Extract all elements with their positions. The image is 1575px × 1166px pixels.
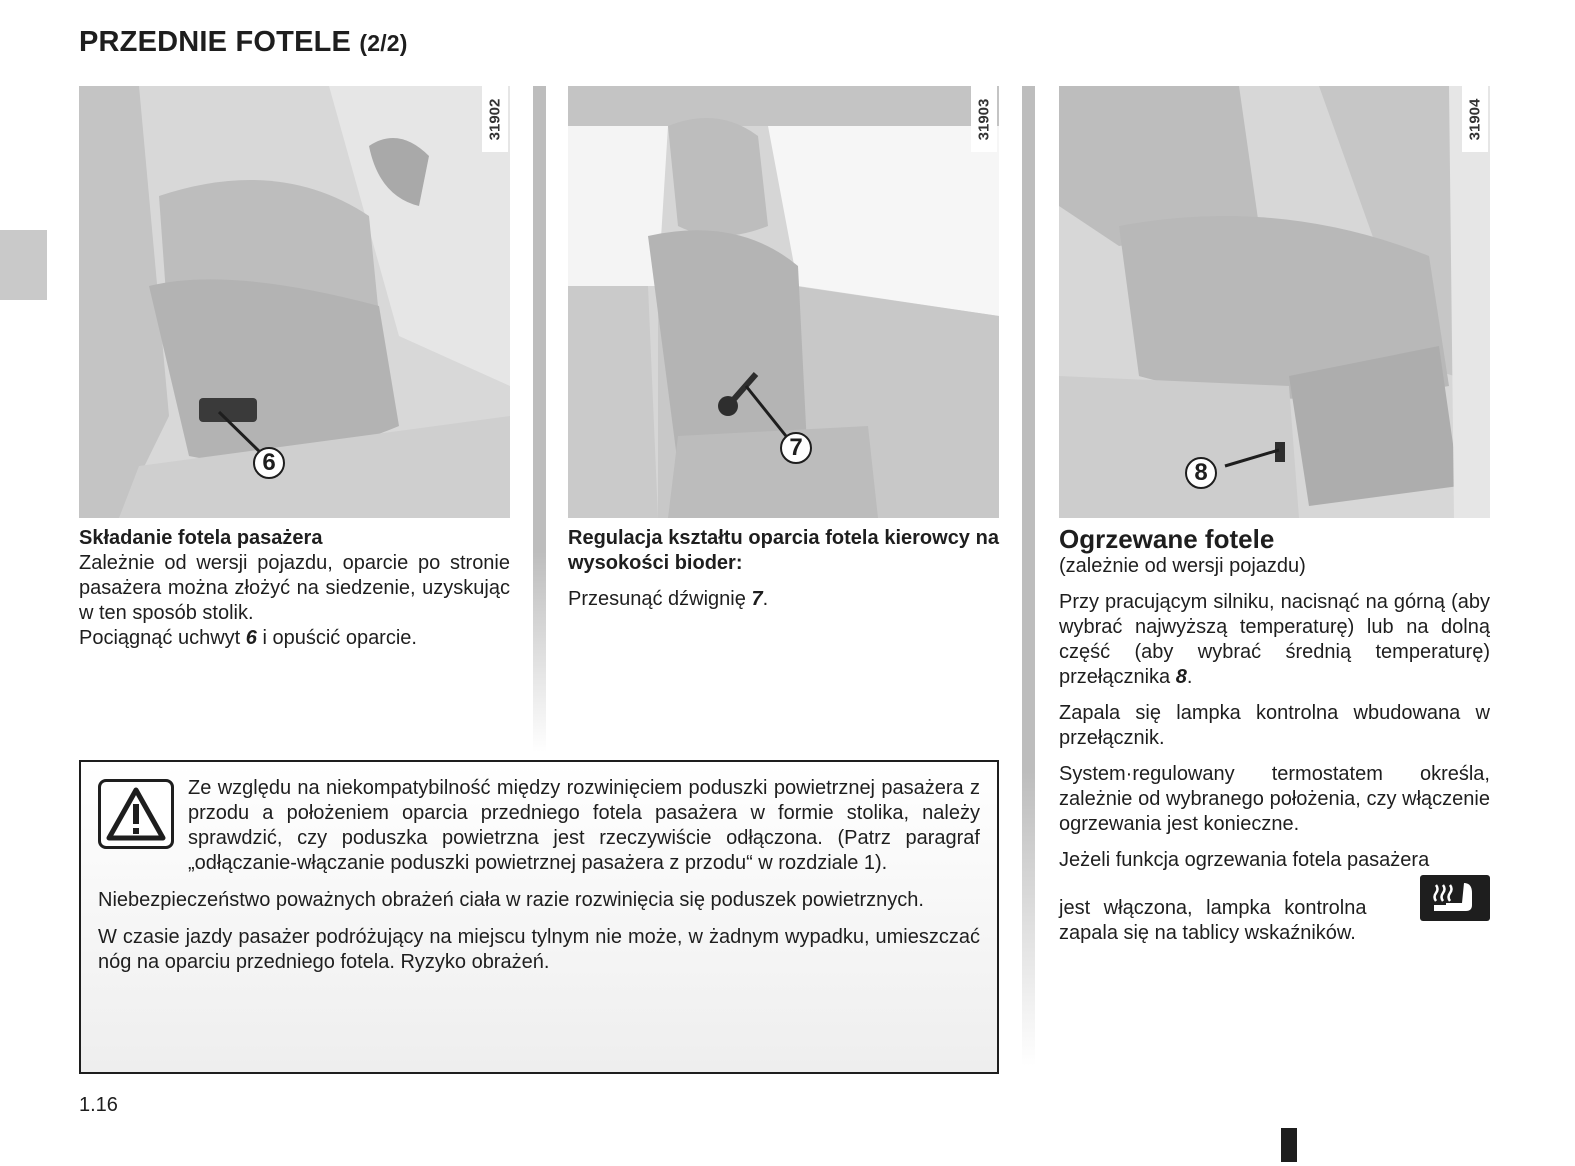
- callout-8: 8: [1185, 457, 1217, 489]
- paragraph-folding-description: Zależnie od wersji pojazdu, oparcie po stronie pasażera można złożyć na siedzenie, uzyskując w ten sposób stolik.: [79, 552, 510, 624]
- paragraph-passenger-heating-b: jest włączona, lampka kontrolna: [1059, 875, 1490, 921]
- column-divider-right: [1022, 86, 1035, 1066]
- section-heading-heated-seats: Ogrzewane fotele: [1059, 524, 1275, 554]
- column-passenger-seat-folding: [79, 526, 510, 651]
- warning-triangle-icon: [98, 779, 174, 849]
- warning-box: [79, 760, 999, 1074]
- photo-code-31902: 31902: [482, 86, 508, 152]
- column-heated-seats: [1059, 524, 1490, 946]
- page-marker: [1281, 1128, 1297, 1162]
- section-heading-folding: Składanie fotela pasażera: [79, 527, 323, 549]
- page-title: [79, 26, 408, 59]
- photo-lumbar-adjustment: [568, 86, 999, 518]
- photo-heated-seat-switch: [1059, 86, 1490, 518]
- paragraph-lumbar-instruction: Przesunąć dźwignię 7.: [568, 588, 769, 610]
- ref-6: 6: [245, 627, 257, 649]
- warning-paragraph-airbag: Ze względu na niekompatybilność między rozwinięciem poduszki powietrznej pasażera z przodu a położeniem oparcia przedniego fotela pasażera w formie stolika, należy sprawdzić, czy poduszka powietrzna jest rzeczywiście odłączona. (Patrz paragraf „odłączanie-włączanie poduszki powietrznej pasażera z przodu“ w rozdziale 1).: [188, 777, 980, 874]
- warning-paragraph-injury-risk: Niebezpieczeństwo poważnych obrażeń ciała w razie rozwinięcia się poduszek powietrznych.: [98, 889, 924, 911]
- paragraph-folding-instruction: Pociągnąć uchwyt 6 i opuścić oparcie.: [79, 627, 417, 649]
- chapter-tab: [0, 230, 47, 300]
- page-number: 1.16: [79, 1094, 118, 1116]
- seat-heating-icon: [1420, 875, 1490, 921]
- ref-7: 7: [751, 588, 763, 610]
- subheading-version: (zależnie od wersji pojazdu): [1059, 555, 1306, 577]
- paragraph-passenger-heating-c: zapala się na tablicy wskaźników.: [1059, 922, 1356, 944]
- paragraph-heated-instruction: Przy pracującym silniku, nacisnąć na górną (aby wybrać najwyższą temperaturę) lub na dolną część (aby wybrać średnią temperaturę) przełącznika 8.: [1059, 591, 1490, 688]
- ref-8: 8: [1175, 666, 1187, 688]
- paragraph-switch-lamp: Zapala się lampka kontrolna wbudowana w przełącznik.: [1059, 702, 1490, 749]
- photo-passenger-seat-folding: [79, 86, 510, 518]
- paragraph-passenger-heating-a: Jeżeli funkcja ogrzewania fotela pasażera: [1059, 849, 1430, 871]
- column-divider-left: [533, 86, 546, 752]
- paragraph-thermostat: System·regulowany termostatem określa, zależnie od wybranego położenia, czy włączenie ogrzewania jest konieczne.: [1059, 763, 1490, 835]
- column-lumbar-adjustment: [568, 526, 999, 623]
- page-title-part: (2/2): [359, 30, 408, 56]
- photo-code-31904: 31904: [1462, 86, 1488, 152]
- page-title-text: PRZEDNIE FOTELE: [79, 26, 352, 58]
- warning-paragraph-rear-passenger: W czasie jazdy pasażer podróżujący na miejscu tylnym nie może, w żadnym wypadku, umieszczać nóg na oparciu przedniego fotela. Ryzyko obrażeń.: [98, 926, 980, 973]
- section-heading-lumbar: Regulacja kształtu oparcia fotela kierowcy na wysokości bioder:: [568, 527, 999, 574]
- photo-code-31903: 31903: [971, 86, 997, 152]
- callout-6: 6: [253, 447, 285, 479]
- callout-7: 7: [780, 432, 812, 464]
